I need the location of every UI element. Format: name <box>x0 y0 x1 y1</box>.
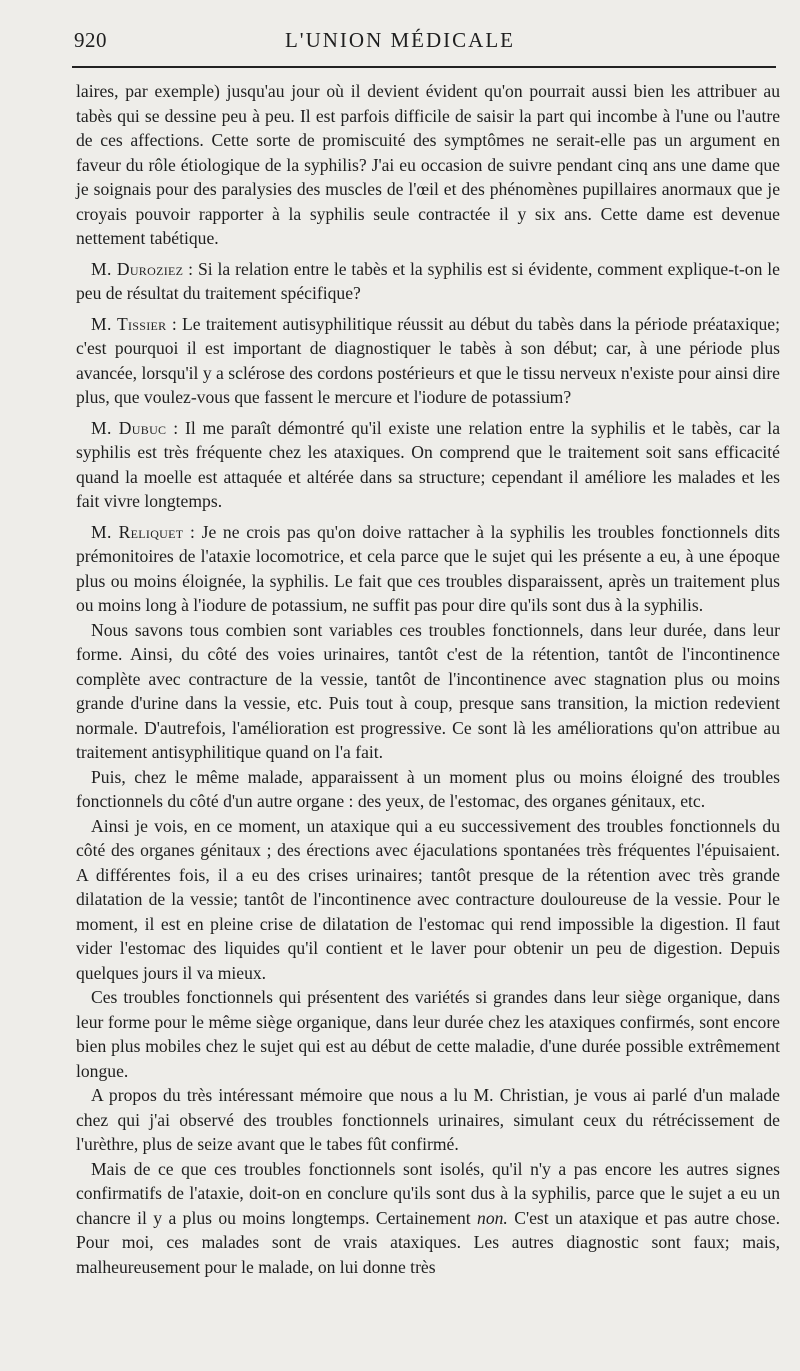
paragraph-text: A propos du très intéressant mémoire que nous a lu M. Christian, je vous ai parlé d'un malade chez qui j'ai observé des troubles fonctionnels urinaires, simulant ceux du rétrécissement de l'urèthre, plus de seize avant que le tabes fût confirmé. <box>76 1085 780 1154</box>
paragraph-text-tail: C'est un ataxique et pas autre chose. Pour moi, ces malades sont de vrais ataxiques. Les autres diagnostic sont faux; mais, malheureusement pour le malade, on lui donne très <box>76 1207 780 1277</box>
paragraph-text: : Si la relation entre le tabès et la syphilis est si évidente, comment explique-t-on le peu de résultat du traitement spécifique? <box>76 258 780 303</box>
paragraph-dubuc <box>76 416 780 514</box>
paragraph-functional-troubles <box>76 985 780 1083</box>
paragraph-text: Mais de ce que ces troubles fonctionnels sont isolés, qu'il n'y a pas encore les autres signes confirmatifs de l'ataxie, doit-on en conclure qu'ils sont dus à la syphilis, parce que le sujet a eu un chancre il y a plus ou moins longtemps. Certainement <box>76 1158 780 1228</box>
paragraph-text: Ces troubles fonctionnels qui présentent des variétés si grandes dans leur siège organique, dans leur forme pour le même siège organique, dans leur durée chez les ataxiques confirmés, sont encore bien plus mobiles chez le sujet qui est au début de cette maladie, d'une durée possible extrêmement longue. <box>76 987 780 1081</box>
paragraph-tissier <box>76 312 780 410</box>
paragraph-text: : Il me paraît démontré qu'il existe une relation entre la syphilis et le tabès, car la syphilis est très fréquente chez les ataxiques. On comprend que le traitement soit sans efficacité quand la moelle est attaquée et altérée dans sa structure; cependant il améliore les malades et les fait vivre longtemps. <box>76 417 780 511</box>
speaker-name: M. Duroziez <box>91 258 184 279</box>
paragraph-conclusion <box>76 1157 780 1280</box>
paragraph-continuation <box>76 79 780 251</box>
paragraph-text: Puis, chez le même malade, apparaissent à un moment plus ou moins éloigné des troubles fonctionnels du côté d'un autre organe : des yeux, de l'estomac, des organes génitaux, etc. <box>76 766 780 811</box>
paragraph-text: Nous savons tous combien sont variables ces troubles fonctionnels, dans leur durée, dans leur forme. Ainsi, du côté des voies urinaires, tantôt c'est de la rétention, tantôt de l'incontinence complète avec contracture de la vessie, tantôt de l'incontinence avec stagnation plus ou moins grande d'urine dans la vessie, etc. Puis tout à coup, presque sans transition, la miction redevient normale. D'autrefois, l'amélioration est progressive. Ce sont là les améliorations qu'on attribue au traitement antisyphilitique quand on l'a fait. <box>76 619 780 762</box>
page-number: 920 <box>74 28 107 52</box>
speaker-name: M. Tissier <box>91 313 167 334</box>
paragraph-christian-memoir <box>76 1083 780 1157</box>
emphasis-text: non. <box>477 1207 508 1228</box>
running-header <box>0 28 800 58</box>
article-body <box>76 79 780 1279</box>
paragraph-current-case <box>76 814 780 986</box>
journal-title: L'UNION MÉDICALE <box>284 28 515 52</box>
paragraph-text: laires, par exemple) jusqu'au jour où il devient évident qu'on pourrait aussi bien les attribuer au tabès qui se dessine peu à peu. Il est parfois difficile de saisir la part qui incombe à l'une ou l'autre de ces affections. Cette sorte de promiscuité des symptômes ne serait-elle pas un argument en faveur du rôle étiologique de la syphilis? J'ai eu occasion de suivre pendant cinq ans une dame que je soignais pour des paralysies des muscles de l'œil et des phénomènes pupillaires anormaux que je croyais pouvoir rapporter à la syphilis seule contractée il y six ans. Cette dame est devenue nettement tabétique. <box>76 81 780 248</box>
header-rule <box>72 66 776 68</box>
paragraph-reliquet <box>76 520 780 618</box>
paragraph-text: : Je ne crois pas qu'on doive rattacher à la syphilis les troubles fonctionnels dits prémonitoires de l'ataxie locomotrice, et cela parce que le sujet qui les présente a eu, à une époque plus ou moins éloignée, la syphilis. Le fait que ces troubles disparaissent, après un traitement plus ou moins long à l'iodure de potassium, ne suffit pas pour dire qu'ils sont dus à la syphilis. <box>76 521 780 615</box>
paragraph-duroziez <box>76 257 780 306</box>
paragraph-text: Ainsi je vois, en ce moment, un ataxique qui a eu successivement des troubles fonctionnels du côté des organes génitaux ; des érections avec éjaculations spontanées très fréquentes l'épuisaient. A différentes fois, il a eu des crises urinaires; tantôt presque de la rétention avec très grande dilatation de la vessie; tantôt de l'incontinence avec contracture douloureuse de la vessie. Pour le moment, il est en pleine crise de dilatation de l'estomac qui rend impossible la digestion. Il faut vider l'estomac des liquides qu'il contient et le laver pour obtenir un peu de digestion. Depuis quelques jours il va mieux. <box>76 815 780 983</box>
paragraph-text: : Le traitement autisyphilitique réussit au début du tabès dans la période préataxique; c'est pourquoi il est important de diagnostiquer le tabès à son début; car, à une période plus avancée, lorsqu'il y a sclérose des cordons postérieurs et que le tissu nerveux n'existe pour ainsi dire plus, que voulez-vous que fassent le mercure et l'iodure de potassium? <box>76 313 780 407</box>
paragraph-variability <box>76 618 780 765</box>
speaker-name: M. Reliquet <box>91 521 184 542</box>
paragraph-same-patient <box>76 765 780 814</box>
speaker-name: M. Dubuc <box>91 417 167 438</box>
